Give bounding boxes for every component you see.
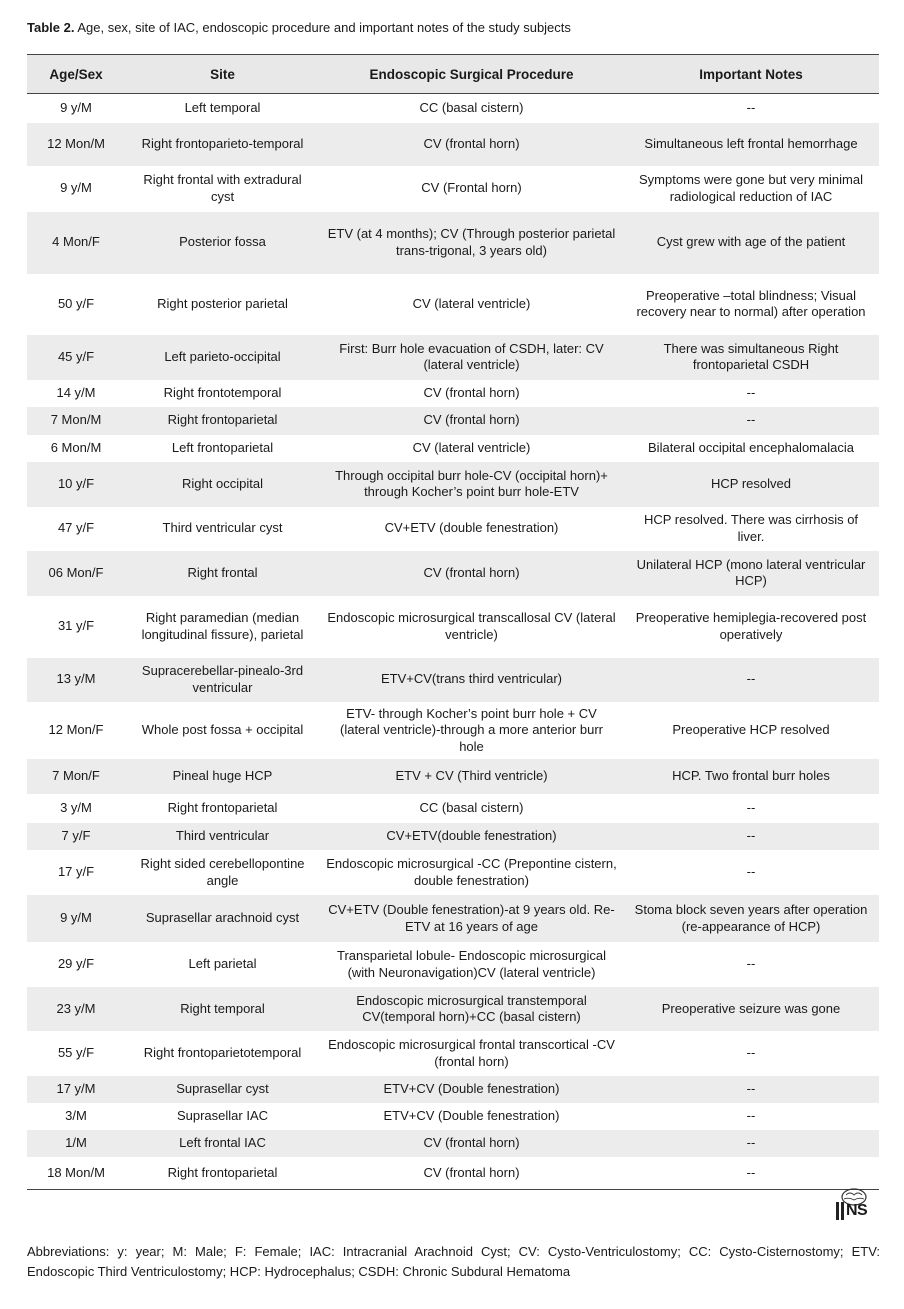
cell-age-sex: 4 Mon/F [52, 234, 100, 250]
cell-procedure: CC (basal cistern) [419, 800, 524, 816]
cell-procedure: ETV+CV (Double fenestration) [383, 1108, 560, 1124]
table-row [27, 335, 879, 380]
caption-label: Table 2. [27, 20, 75, 35]
table-row [27, 794, 879, 823]
table-row [27, 212, 879, 274]
cell-site: Whole post fossa + occipital [141, 722, 304, 737]
cell-age-sex: 3/M [65, 1108, 87, 1124]
cell-procedure: CV (frontal horn) [423, 1135, 520, 1151]
cell-notes: -- [746, 1081, 756, 1097]
table-row [27, 1103, 879, 1130]
cell-site: Right frontoparietal [167, 412, 278, 428]
cell-procedure: CC (basal cistern) [419, 100, 524, 115]
table-row [27, 596, 879, 658]
cell-notes: -- [746, 384, 756, 400]
cell-age-sex: 23 y/M [56, 1000, 96, 1016]
table-row [27, 166, 879, 212]
cell-site: Suprasellar cyst [176, 1081, 269, 1097]
cell-site: Right frontoparietal [167, 1164, 278, 1180]
cell-procedure: CV (lateral ventricle) [412, 295, 531, 311]
cell-age-sex: 17 y/M [56, 1081, 96, 1097]
cell-procedure: CV (frontal horn) [423, 384, 520, 400]
cell-age-sex: 9 y/M [60, 100, 92, 115]
cell-age-sex: 9 y/M [60, 180, 92, 196]
table-row [27, 759, 879, 794]
cell-age-sex: 06 Mon/F [48, 564, 104, 580]
cell-notes: -- [746, 864, 756, 880]
cell-procedure: Endoscopic microsurgical transtemporal CV(temporal horn)+CC (basal cistern) [356, 992, 587, 1024]
cell-notes: Preoperative HCP resolved [672, 722, 830, 737]
cell-age-sex: 7 Mon/M [50, 412, 102, 428]
table-row [27, 823, 879, 850]
cell-notes: -- [746, 1108, 756, 1124]
cell-notes: Cyst grew with age of the patient [656, 234, 846, 250]
cell-site: Left parieto-occipital [164, 348, 281, 364]
cell-notes: -- [746, 956, 756, 972]
cell-age-sex: 3 y/M [60, 800, 92, 816]
cell-site: Posterior fossa [179, 234, 266, 250]
cell-site: Right frontotemporal [163, 384, 282, 400]
cell-site: Right occipital [182, 475, 263, 491]
table-row [27, 462, 879, 507]
cell-age-sex: 10 y/F [57, 475, 95, 491]
table-row [27, 507, 879, 551]
cell-procedure: Endoscopic microsurgical -CC (Prepontine cistern, double fenestration) [326, 856, 617, 888]
cell-site: Right temporal [180, 1000, 265, 1016]
cell-site: Left parietal [188, 956, 257, 972]
cell-notes: HCP. Two frontal burr holes [672, 768, 830, 784]
header-site: Site [210, 66, 235, 82]
cell-procedure: CV (Frontal horn) [421, 180, 522, 196]
cell-procedure: CV+ETV (Double fenestration)-at 9 years old. Re-ETV at 16 years of age [328, 902, 615, 934]
cell-procedure: Endoscopic microsurgical transcallosal CV (lateral ventricle) [327, 610, 616, 642]
cell-age-sex: 31 y/F [57, 618, 95, 634]
cell-age-sex: 18 Mon/M [47, 1164, 105, 1180]
cell-notes: HCP resolved. There was cirrhosis of liver. [643, 512, 859, 544]
cell-site: Pineal huge HCP [172, 768, 273, 784]
cell-procedure: ETV + CV (Third ventricle) [395, 768, 548, 784]
cell-notes: -- [746, 100, 756, 115]
table-body [27, 94, 879, 1190]
cell-notes: Preoperative –total blindness; Visual recovery near to normal) after operation [636, 287, 866, 319]
cell-site: Right posterior parietal [157, 295, 288, 311]
table-row [27, 658, 879, 702]
cell-site: Left temporal [184, 100, 261, 115]
cell-procedure: CV+ETV (double fenestration) [384, 520, 559, 536]
caption-text: Age, sex, site of IAC, endoscopic procedure and important notes of the study subjects [74, 20, 571, 35]
cell-procedure: CV (frontal horn) [423, 564, 520, 580]
cell-site: Right frontoparietal [167, 800, 278, 816]
cell-age-sex: 9 y/M [60, 910, 92, 926]
cell-age-sex: 14 y/M [56, 384, 96, 400]
table-row [27, 1076, 879, 1103]
cell-site: Right frontal with extradural cyst [143, 172, 302, 204]
cell-notes: -- [746, 412, 756, 428]
cell-site: Right frontoparieto-temporal [141, 135, 304, 151]
abbreviations-footnote: Abbreviations: y: year; M: Male; F: Female; IAC: Intracranial Arachnoid Cyst; CV: Cysto-Ventriculostomy; CC: Cysto-Cisternostomy; ETV: Endoscopic Third Ventriculostomy; HCP: Hydrocephalus; CSDH: Chronic Subdural Hematoma [27, 1244, 880, 1279]
table-row [27, 895, 879, 942]
cell-age-sex: 7 Mon/F [52, 768, 100, 784]
cell-notes: There was simultaneous Right frontoparietal CSDH [663, 340, 839, 372]
cell-notes: Preoperative seizure was gone [661, 1000, 841, 1016]
cell-site: Third ventricular cyst [162, 520, 283, 536]
cell-notes: Bilateral occipital encephalomalacia [648, 439, 854, 455]
cell-notes: Unilateral HCP (mono lateral ventricular HCP) [636, 556, 866, 588]
cell-site: Right frontal [187, 564, 258, 580]
cell-age-sex: 12 Mon/F [48, 722, 104, 737]
cell-age-sex: 55 y/F [57, 1045, 95, 1061]
cell-age-sex: 29 y/F [57, 956, 95, 972]
cell-procedure: Endoscopic microsurgical frontal transcortical -CV (frontal horn) [328, 1037, 615, 1069]
cell-notes: -- [746, 1164, 756, 1180]
cell-notes: Symptoms were gone but very minimal radiological reduction of IAC [639, 172, 863, 204]
cell-site: Left frontoparietal [171, 439, 274, 455]
cell-site: Third ventricular [175, 828, 270, 844]
cell-procedure: ETV- through Kocher’s point burr hole + CV (lateral ventricle)-through a more anterior burr hole [340, 705, 603, 754]
table-row [27, 94, 879, 123]
cell-notes: -- [746, 828, 756, 844]
cell-notes: Simultaneous left frontal hemorrhage [644, 135, 858, 151]
table-row [27, 407, 879, 435]
table-row [27, 380, 879, 407]
cell-procedure: CV (frontal horn) [423, 412, 520, 428]
logo-text: NS [846, 1202, 868, 1219]
cell-procedure: ETV+CV (Double fenestration) [383, 1081, 560, 1097]
cell-age-sex: 45 y/F [57, 348, 95, 364]
table-row [27, 123, 879, 166]
table-row [27, 551, 879, 596]
cell-age-sex: 47 y/F [57, 520, 95, 536]
cell-site: Right paramedian (median longitudinal fissure), parietal [141, 610, 304, 642]
cell-notes: -- [746, 800, 756, 816]
cell-procedure: CV (lateral ventricle) [412, 439, 531, 455]
cell-site: Left frontal IAC [179, 1135, 266, 1151]
cell-site: Suprasellar IAC [176, 1108, 269, 1124]
cell-procedure: Transparietal lobule- Endoscopic microsurgical (with Neuronavigation)CV (lateral ventricle) [336, 948, 607, 980]
table-row [27, 1031, 879, 1076]
cell-age-sex: 50 y/F [57, 295, 95, 311]
cell-site: Right frontoparietotemporal [143, 1045, 302, 1061]
cell-age-sex: 17 y/F [57, 864, 95, 880]
cell-site: Suprasellar arachnoid cyst [145, 910, 300, 926]
table-row [27, 1157, 879, 1189]
cell-procedure: ETV+CV(trans third ventricular) [381, 671, 562, 687]
table-caption [27, 19, 571, 37]
cell-procedure: CV (frontal horn) [423, 1164, 520, 1180]
table-row [27, 702, 879, 760]
cell-age-sex: 7 y/F [61, 828, 91, 844]
header-notes: Important Notes [699, 66, 803, 82]
cell-age-sex: 1/M [65, 1135, 87, 1151]
cell-notes: Preoperative hemiplegia-recovered post operatively [635, 610, 867, 642]
journal-logo [832, 1188, 882, 1224]
header-procedure: Endoscopic Surgical Procedure [369, 66, 574, 82]
cell-notes: -- [746, 1135, 756, 1151]
cell-procedure: Through occipital burr hole-CV (occipital horn)+ through Kocher’s point burr hole-ETV [335, 467, 608, 499]
cell-notes: HCP resolved [711, 475, 791, 491]
cell-procedure: CV+ETV(double fenestration) [386, 828, 557, 844]
table-row [27, 987, 879, 1031]
data-table [27, 54, 879, 1190]
table-row [27, 942, 879, 987]
table-row [27, 435, 879, 462]
cell-notes: Stoma block seven years after operation (re-appearance of HCP) [634, 902, 868, 934]
cell-procedure: CV (frontal horn) [423, 135, 520, 151]
table-row [27, 274, 879, 335]
cell-age-sex: 13 y/M [56, 671, 96, 687]
cell-notes: -- [746, 1045, 756, 1061]
cell-site: Right sided cerebellopontine angle [140, 856, 305, 888]
table-row [27, 1130, 879, 1157]
cell-site: Supracerebellar-pinealo-3rd ventricular [141, 663, 304, 695]
cell-procedure: First: Burr hole evacuation of CSDH, later: CV (lateral ventricle) [339, 340, 604, 372]
table-container [27, 54, 879, 1190]
cell-procedure: ETV (at 4 months); CV (Through posterior parietal trans-trigonal, 3 years old) [327, 226, 616, 258]
cell-age-sex: 12 Mon/M [47, 135, 105, 151]
table-header-row [27, 55, 879, 94]
cell-age-sex: 6 Mon/M [50, 439, 102, 455]
cell-notes: -- [746, 671, 756, 687]
header-age-sex: Age/Sex [49, 66, 103, 82]
table-row [27, 850, 879, 895]
